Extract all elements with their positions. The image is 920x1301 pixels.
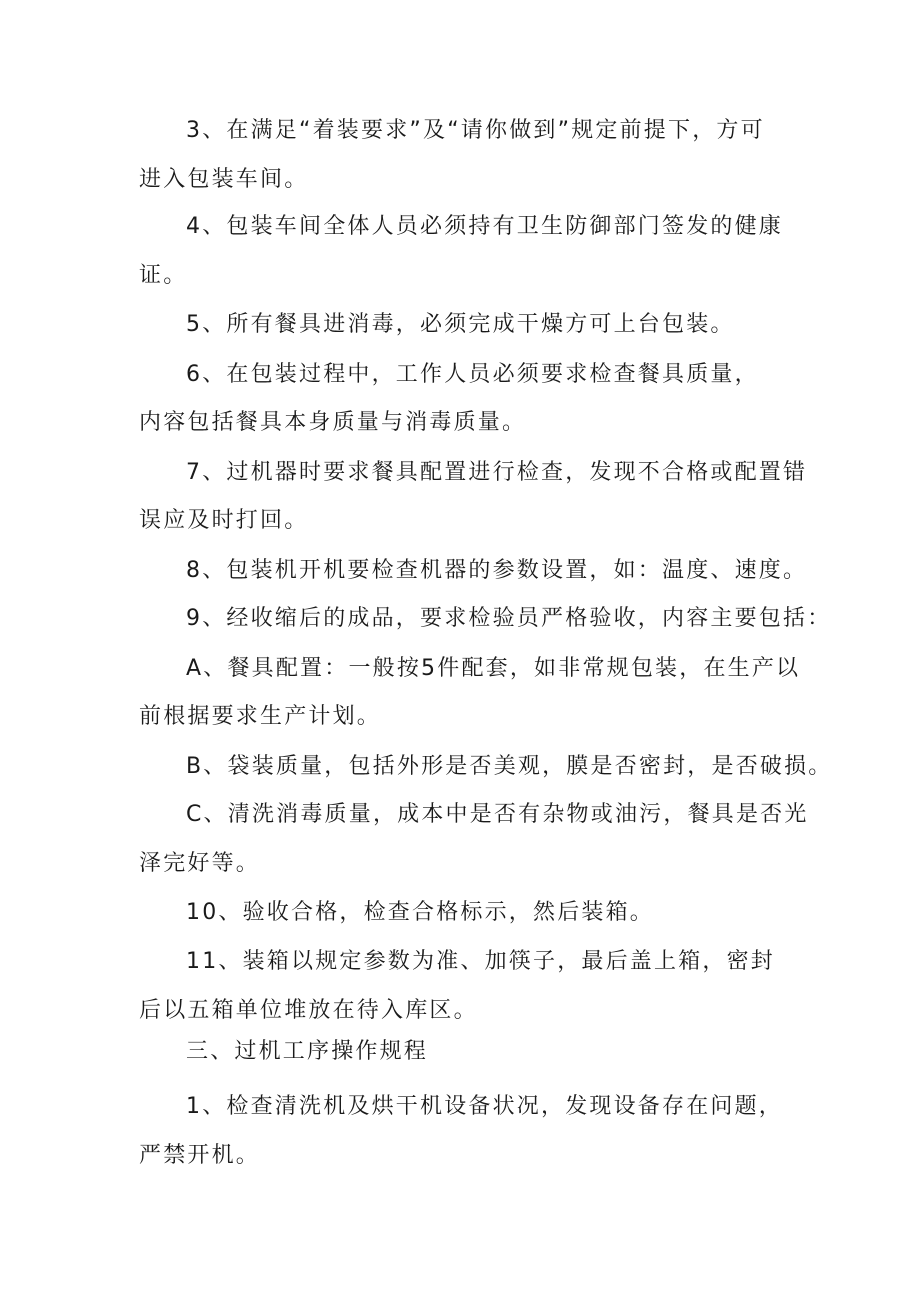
text-line: 10、验收合格，检查合格标示，然后装箱。 [186,900,654,925]
text-line: 6、在包装过程中，工作人员必须要求检查餐具质量， [186,362,759,387]
text-line: 1、检查清洗机及烘干机设备状况，发现设备存在问题， [186,1094,783,1119]
text-line: 进入包装车间。 [139,167,309,192]
text-line: B、袋装质量，包括外形是否美观，膜是否密封，是否破损。 [186,754,833,779]
text-line: 误应及时打回。 [139,508,309,533]
text-line: 11、装箱以规定参数为准、加筷子，最后盖上箱，密封 [186,949,775,974]
text-line: 8、包装机开机要检查机器的参数设置，如：温度、速度。 [186,558,808,583]
text-line: 前根据要求生产计划。 [139,704,382,729]
text-line: 7、过机器时要求餐具配置进行检查，发现不合格或配置错 [186,460,808,485]
text-line: 泽完好等。 [139,851,261,876]
text-line: 5、所有餐具进消毒，必须完成干燥方可上台包装。 [186,312,735,337]
text-line: A、餐具配置：一般按5件配套，如非常规包装，在生产以 [186,656,801,681]
text-line: 9、经收缩后的成品，要求检验员严格验收，内容主要包括： [186,606,832,631]
text-line: C、清洗消毒质量，成本中是否有杂物或油污，餐具是否光 [186,802,809,827]
text-line: 内容包括餐具本身质量与消毒质量。 [139,410,527,435]
section-heading: 三、过机工序操作规程 [186,1039,429,1064]
text-line: 后以五箱单位堆放在待入库区。 [139,998,478,1023]
text-line: 4、包装车间全体人员必须持有卫生防御部门签发的健康 [186,214,783,239]
text-line: 严禁开机。 [139,1143,261,1168]
text-line: 证。 [139,263,188,288]
text-line: 3、在满足“着装要求”及“请你做到”规定前提下，方可 [186,118,765,143]
